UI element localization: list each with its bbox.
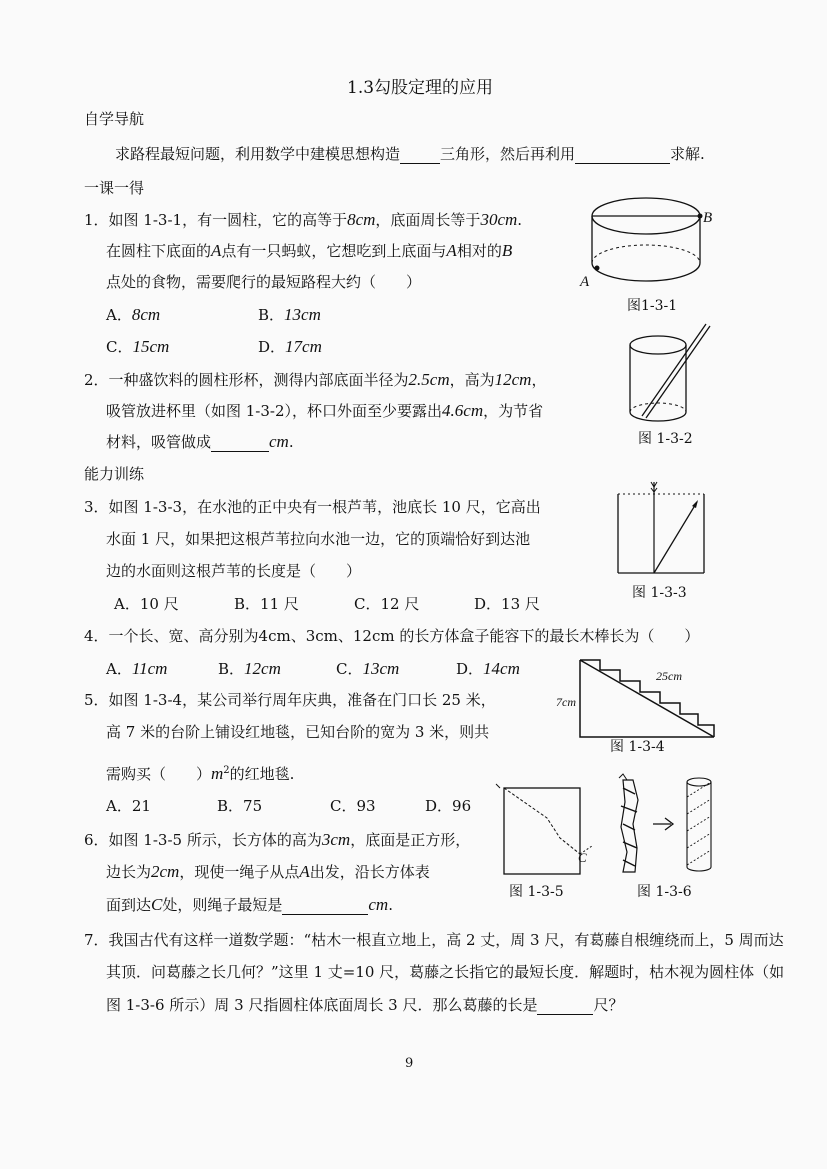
q2-height-value: 12cm [494,370,532,389]
option-value: 14cm [483,659,520,678]
option-label: A． [106,306,132,324]
q4-line-1: 4．一个长、宽、高分别为4cm、3cm、12cm 的长方体盒子能容下的最长木棒长为（ ） [84,627,700,645]
q2-line-2 [106,401,543,421]
q1-line-3: 点处的食物，需要爬行的最短路程大约（ ） [106,273,422,291]
figure-1-3-5-caption: 图 1-3-5 [509,884,564,900]
option-value: 11cm [131,659,168,678]
q7-answer-blank[interactable] [537,998,593,1015]
q5-option-c[interactable]: C．93 [330,797,376,815]
q5-text: 需购买（ ） [106,765,212,783]
q2-unit: cm [269,432,289,451]
q6-text: 边长为 [106,863,152,881]
q2-text: ， [531,371,547,389]
option-value: 13cm [284,305,321,324]
q7-line-1: 7．我国古代有这样一道数学题：“枯木一根直立地上，高 2 丈，周 3 尺，有葛藤自根缠绕而上，5 周而达 [84,931,784,949]
q1-text: 在圆柱下底面的 [106,242,212,260]
q2-text: ，高为 [449,371,495,389]
q4-option-d[interactable] [456,659,520,679]
q1-point-b: B [501,241,513,260]
section-self-study: 自学导航 [84,110,145,128]
option-label: B． [258,306,285,324]
q6-line-2 [106,862,430,882]
q1-point-a: A [446,241,457,260]
q6-text: 出发，沿长方体表 [309,863,430,881]
figure-1-3-4-stairs [578,655,718,740]
figure-1-3-6-caption: 图 1-3-6 [637,884,692,900]
figure-1-3-1-caption: 图1-3-1 [627,298,678,314]
q6-text: . [388,896,393,914]
q3-line-2: 水面 1 尺，如果把这根芦苇拉向水池一边，它的顶端恰好到达池 [106,530,531,548]
q2-radius-value: 2.5cm [408,370,450,389]
q3-option-b[interactable]: B．11 尺 [234,595,299,613]
q4-option-b[interactable] [218,659,281,679]
q5-line-1: 5．如图 1-3-4，某公司举行周年庆典，准备在门口长 25 米， [84,691,496,709]
figure-1-3-1-label-b: B [703,210,713,226]
q3-option-d[interactable]: D．13 尺 [474,595,540,613]
q3-option-a[interactable]: A．10 尺 [114,595,179,613]
figure-1-3-4-length-label: 25cm [656,669,682,683]
section-one-lesson: 一课一得 [84,179,145,197]
q4-option-c[interactable] [336,659,399,679]
q6-side-value: 2cm [151,862,180,881]
figure-1-3-3-pond [612,478,712,578]
q7-text: 尺？ [593,996,624,1014]
q6-text: 面到达 [106,896,152,914]
option-label: B． [218,660,245,678]
q6-text: 处，则绳子最短是 [162,896,283,914]
q1-option-b[interactable] [258,305,321,325]
q6-line-1 [84,830,470,850]
q1-text: . [517,211,523,229]
q2-line-3 [106,432,294,452]
q6-unit: cm [368,895,389,914]
figure-1-3-1-cylinder [590,193,720,313]
q1-text: 1．如图 1-3-1，有一圆柱，它的高等于 [84,211,348,229]
option-value: 12cm [244,659,281,678]
figure-1-3-2-caption: 图 1-3-2 [638,431,693,447]
q6-text: 6．如图 1-3-5 所示，长方体的高为 [84,831,322,849]
q2-text: ，为节省 [483,402,544,420]
q6-line-3 [106,895,393,915]
q6-text: ，现使一绳子从点 [179,863,300,881]
q7-line-3 [106,995,623,1015]
option-label: D． [456,660,484,678]
q6-height-value: 3cm [321,830,351,849]
option-value: 8cm [131,305,161,324]
q5-unit: m [211,764,224,783]
intro-text-3: 求解. [670,145,705,163]
page-number: 9 [405,1056,414,1071]
q7-text: 图 1-3-6 所示）周 3 尺指圆柱体底面周长 3 尺．那么葛藤的长是 [106,996,538,1014]
q6-point-a: A [299,862,310,881]
q2-line-1 [84,370,546,390]
q1-text: ，底面周长等于 [375,211,481,229]
q5-unit-exponent: 2 [223,765,230,776]
option-value: 13cm [362,659,400,678]
q6-text: ，底面是正方形， [350,831,471,849]
q5-line-2: 高 7 米的台阶上铺设红地毯，已知台阶的宽为 3 米，则共 [106,723,490,741]
figure-1-3-1-label-a: A [580,274,590,290]
q2-answer-blank[interactable] [211,435,269,452]
option-label: C． [336,660,363,678]
q1-line-1 [84,210,522,230]
q5-option-a[interactable]: A．21 [106,797,151,815]
option-value: 17cm [285,337,322,356]
q5-option-b[interactable]: B．75 [217,797,263,815]
q1-option-c[interactable] [106,337,169,357]
q1-circumference-value: 30cm [480,210,518,229]
figure-1-3-5-label-c: C [578,850,587,865]
q1-line-2 [106,241,512,261]
intro-text-2: 三角形，然后再利用 [440,145,576,163]
figure-1-3-2-cup [620,320,720,430]
q2-text: . [288,433,294,451]
q1-option-d[interactable] [258,337,322,357]
intro-blank-2[interactable] [575,147,670,164]
q1-text: 点有一只蚂蚁，它想吃到上底面与 [221,242,447,260]
q1-option-a[interactable] [106,305,160,325]
q7-line-2: 其顶．问葛藤之长几何？”这里 1 丈=10 尺，葛藤之长指它的最短长度．解题时，枯木视为圆柱体（如 [106,963,785,981]
option-label: A． [106,660,132,678]
q2-text: 材料，吸管做成 [106,433,212,451]
figure-1-3-5-box [492,780,607,880]
q3-line-3: 边的水面则这根芦苇的长度是（ ） [106,562,362,580]
intro-blank-1[interactable] [400,147,440,164]
q3-line-1: 3．如图 1-3-3，在水池的正中央有一根芦苇，池底长 10 尺，它高出 [84,498,541,516]
q4-option-a[interactable] [106,659,167,679]
figure-1-3-3-caption: 图 1-3-3 [632,585,687,601]
q2-exposed-value: 4.6cm [442,401,484,420]
option-label: D． [258,338,286,356]
q5-text: 的红地毯. [229,765,295,783]
q5-line-3 [106,761,294,784]
q6-point-c: C [151,895,163,914]
q6-answer-blank[interactable] [282,898,368,915]
option-value: 15cm [132,337,170,356]
q3-option-c[interactable]: C．12 尺 [354,595,420,613]
section-practice: 能力训练 [84,465,145,483]
figure-1-3-6-trunk [605,772,730,882]
q2-text: 吸管放进杯里（如图 1-3-2），杯口外面至少要露出 [106,402,443,420]
intro-line [115,144,705,164]
q1-point-a: A [211,241,222,260]
page-title: 1.3勾股定理的应用 [347,78,494,98]
q5-option-d[interactable]: D．96 [425,797,472,815]
q2-text: 2．一种盛饮料的圆柱形杯，测得内部底面半径为 [84,371,409,389]
figure-1-3-4-height-label: 7cm [556,695,576,709]
q1-text: 相对的 [456,242,502,260]
intro-text-1: 求路程最短问题，利用数学中建模思想构造 [115,145,401,163]
option-label: C． [106,338,133,356]
q1-height-value: 8cm [347,210,376,229]
figure-1-3-4-caption: 图 1-3-4 [610,739,665,755]
